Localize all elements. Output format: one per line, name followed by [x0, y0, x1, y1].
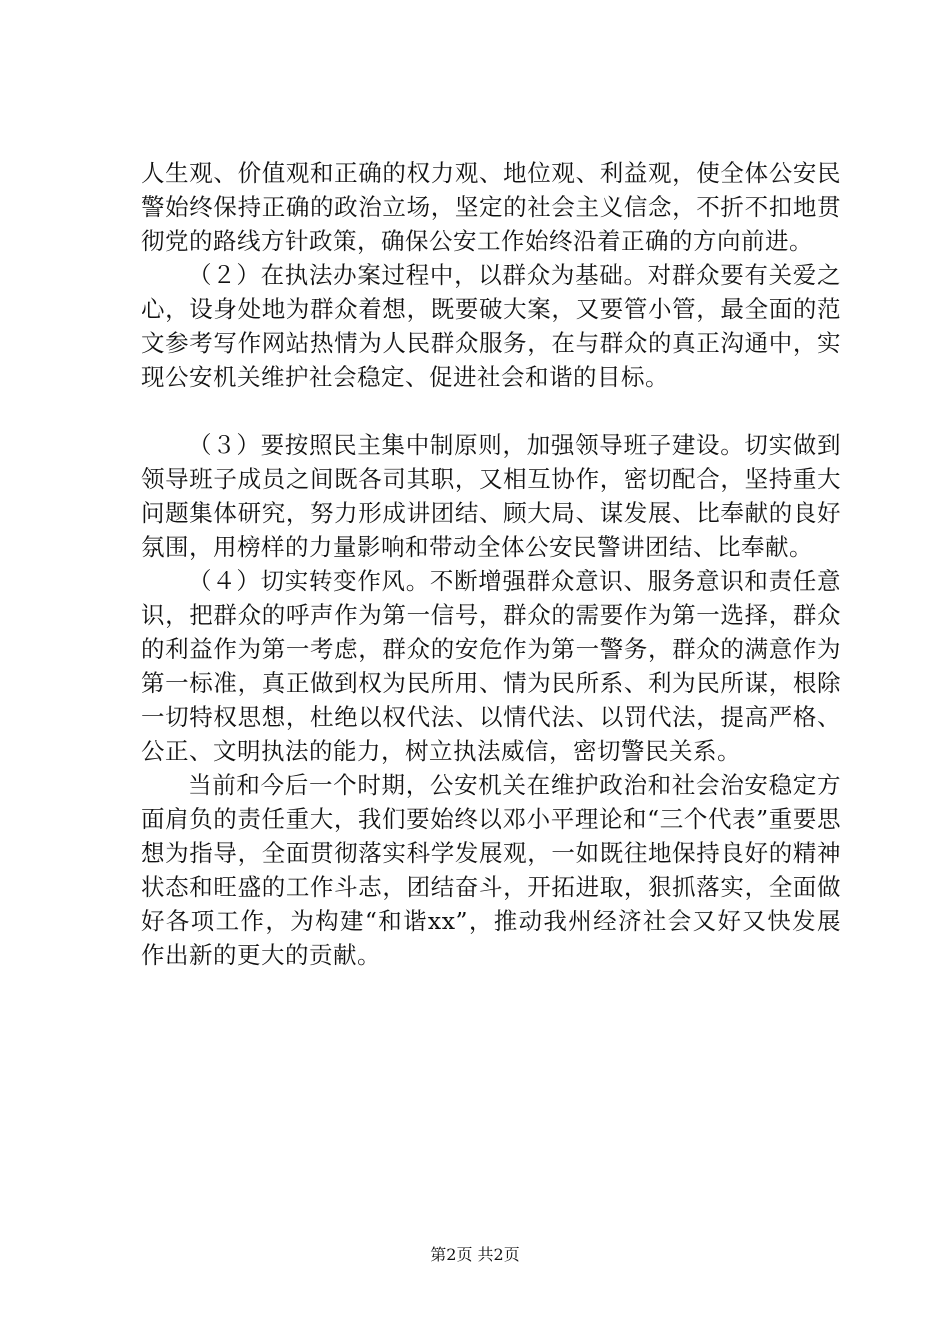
paragraph-item-3: （３）要按照民主集中制原则，加强领导班子建设。切实做到领导班子成员之间既各司其职，又相互协作，密切配合，坚持重大问题集体研究，努力形成讲团结、顾大局、谋发展、比奉献的良好氛围，用榜样的力量影响和带动全体公安民警讲团结、比奉献。 [141, 431, 841, 561]
paragraph-continuation: 人生观、价值观和正确的权力观、地位观、利益观，使全体公安民警始终保持正确的政治立场，坚定的社会主义信念，不折不扣地贯彻党的路线方针政策，确保公安工作始终沿着正确的方向前进。 [141, 159, 841, 255]
page-footer: 第2页 共2页 [430, 1245, 520, 1264]
paragraph-conclusion: 当前和今后一个时期，公安机关在维护政治和社会治安稳定方面肩负的责任重大，我们要始终以邓小平理论和“三个代表”重要思想为指导，全面贯彻落实科学发展观，一如既往地保持良好的精神状态和旺盛的工作斗志，团结奋斗，开拓进取，狠抓落实，全面做好各项工作，为构建“和谐xx”，推动我州经济社会又好又快发展作出新的更大的贡献。 [141, 771, 841, 969]
document-body [141, 156, 841, 972]
paragraph-item-2: （２）在执法办案过程中，以群众为基础。对群众要有关爱之心，设身处地为群众着想，既要破大案，又要管小管，最全面的范文参考写作网站热情为人民群众服务，在与群众的真正沟通中，实现公安机关维护社会稳定、促进社会和谐的目标。 [141, 261, 841, 391]
paragraph-item-4: （４）切实转变作风。不断增强群众意识、服务意识和责任意识，把群众的呼声作为第一信号，群众的需要作为第一选择，群众的利益作为第一考虑，群众的安危作为第一警务，群众的满意作为第一标准，真正做到权为民所用、情为民所系、利为民所谋，根除一切特权思想，杜绝以权代法、以情代法、以罚代法，提高严格、公正、文明执法的能力，树立执法威信，密切警民关系。 [141, 567, 841, 765]
